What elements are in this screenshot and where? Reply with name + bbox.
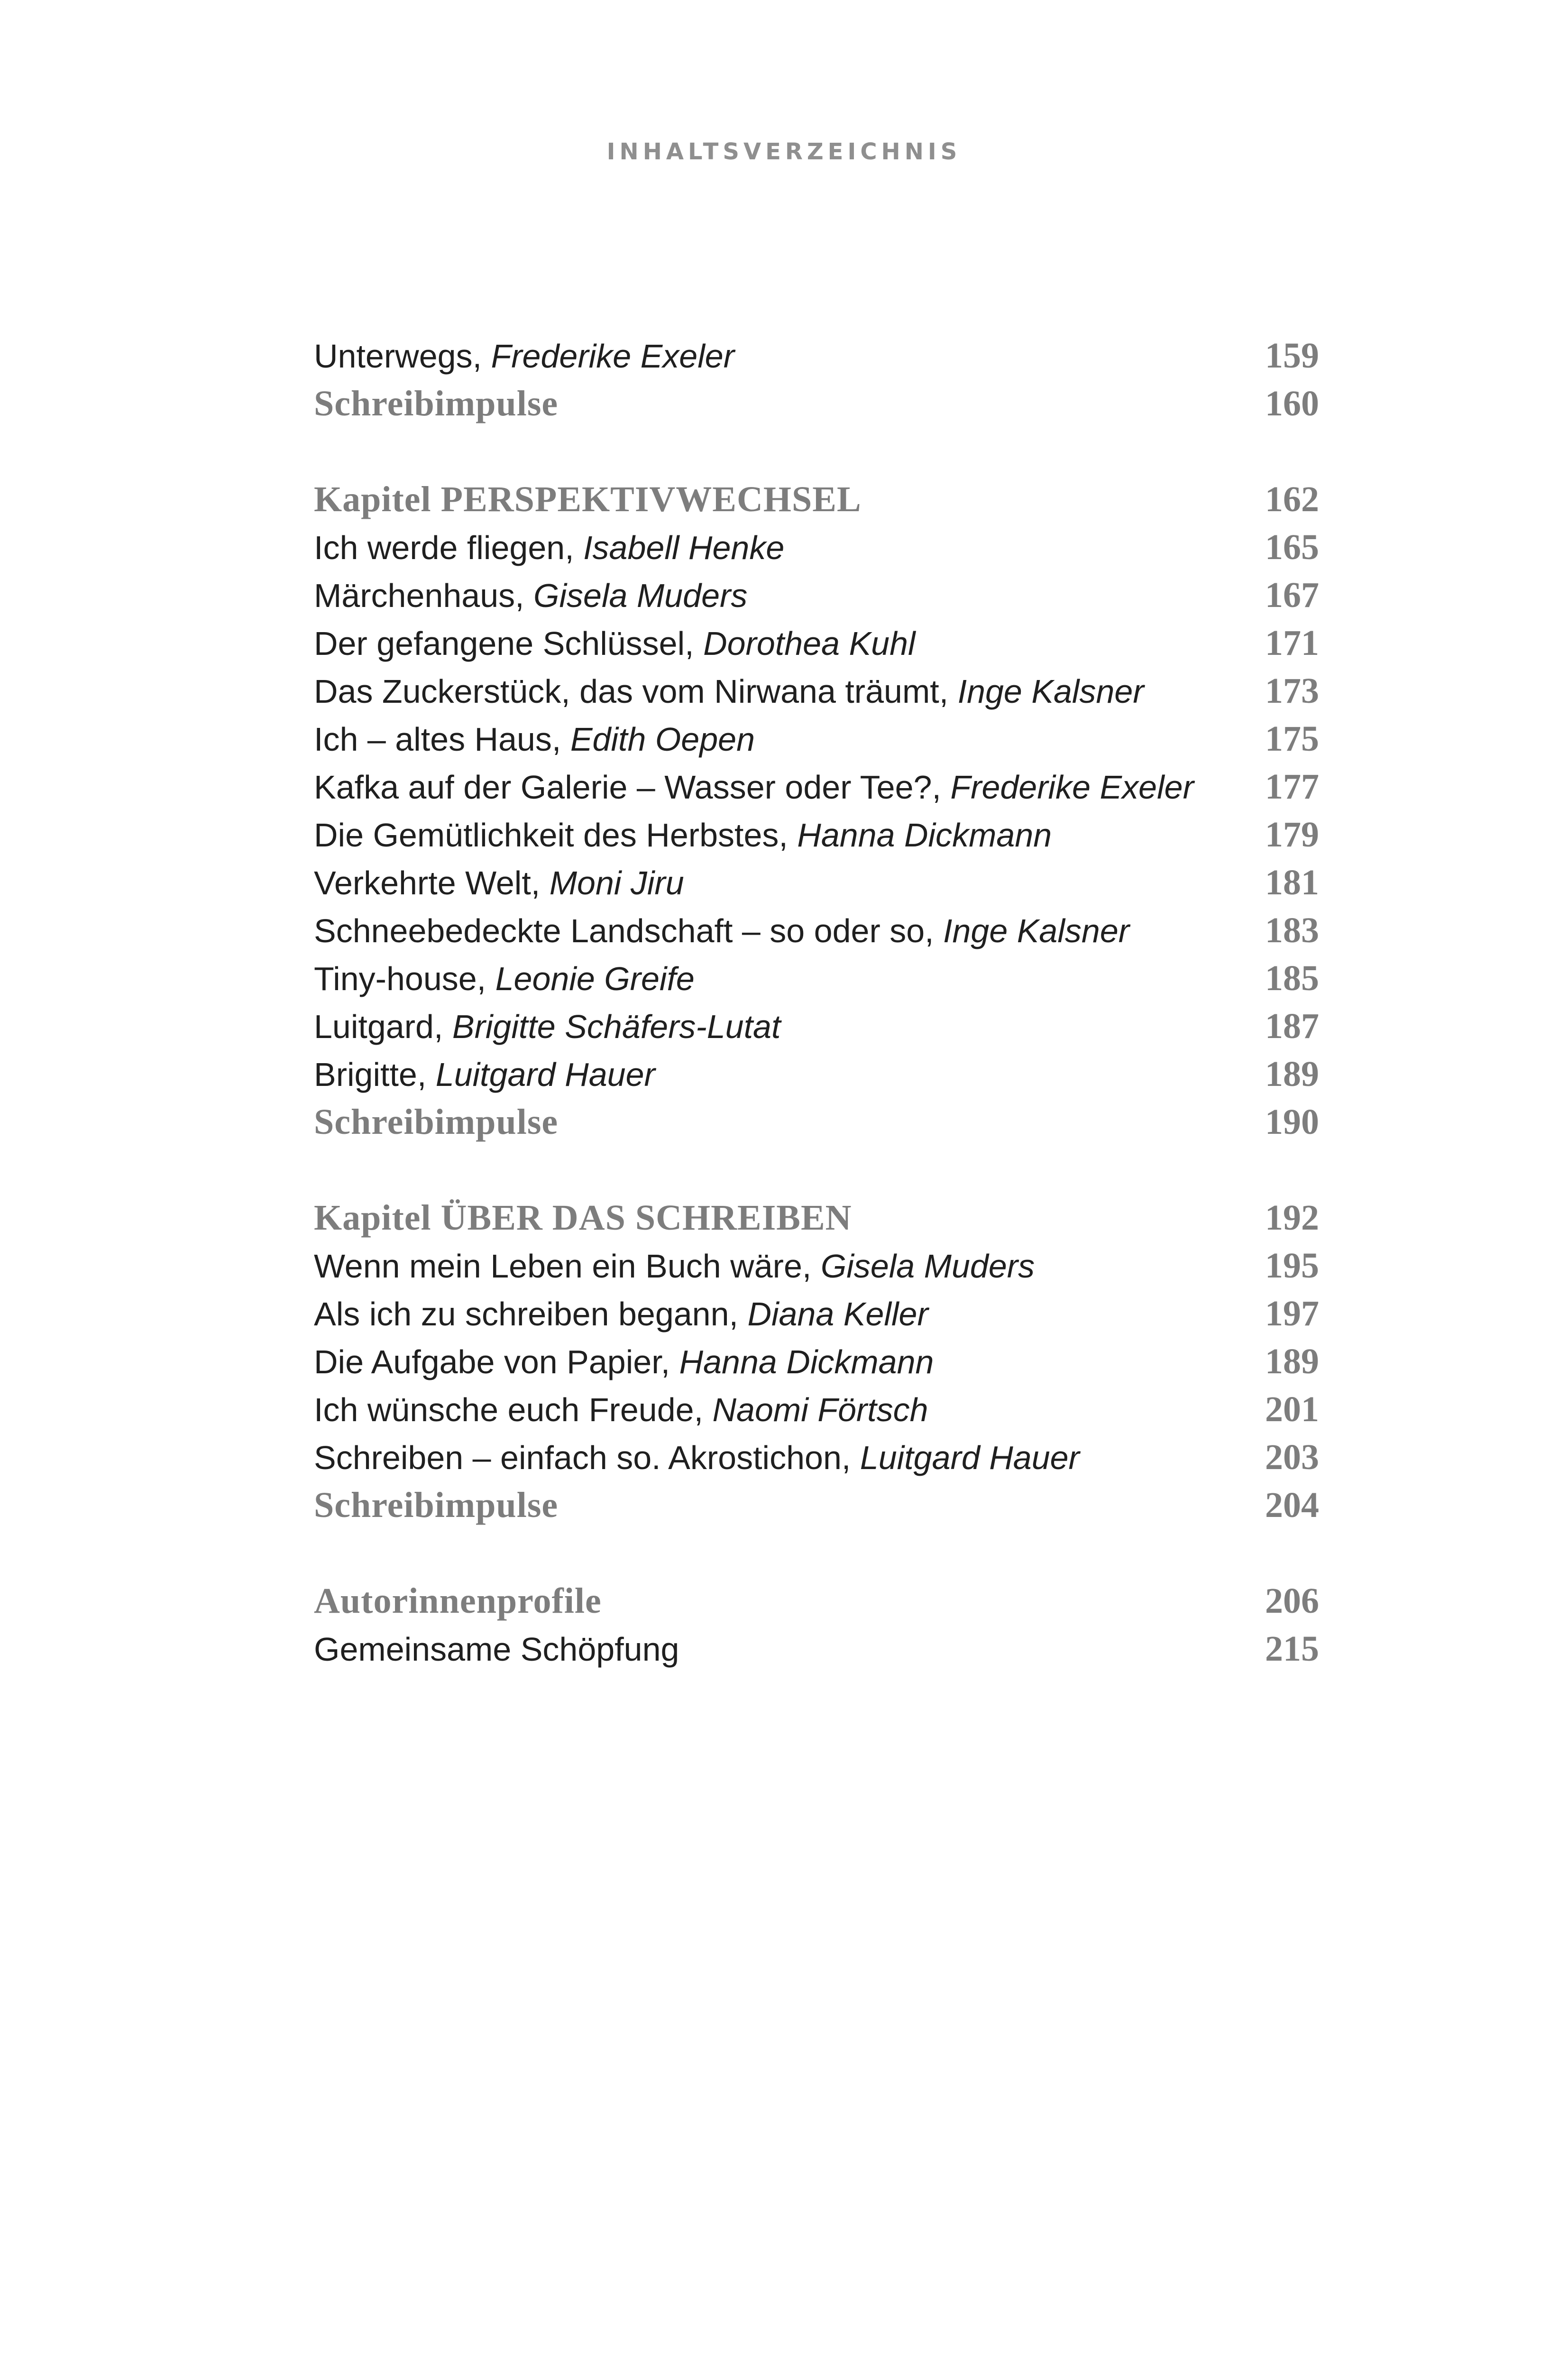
toc-entry-text (314, 1386, 928, 1434)
toc-page-number: 201 (1265, 1389, 1319, 1429)
toc-page-number: 206 (1265, 1581, 1319, 1621)
toc-entry-title: Ich wünsche euch Freude, (314, 1391, 713, 1428)
toc-page-number: 197 (1265, 1294, 1319, 1333)
toc-entry-title: Als ich zu schreiben begann, (314, 1296, 748, 1333)
toc-page-number: 173 (1265, 671, 1319, 711)
toc-entry-text (314, 1626, 679, 1673)
toc-entry-text (314, 1481, 558, 1529)
toc-entry-author: Frederike Exeler (950, 769, 1194, 806)
toc-page-number: 159 (1265, 336, 1319, 376)
toc-entry-title: Schreibimpulse (314, 384, 559, 423)
toc-entry (314, 1290, 1319, 1338)
toc-entry-text (314, 476, 862, 524)
toc-section-heading (314, 1194, 1319, 1242)
toc-section-heading (314, 1098, 1319, 1146)
toc-page-number: 165 (1265, 527, 1319, 567)
toc-entry-author: Isabell Henke (583, 529, 785, 566)
toc-entry-title: Die Gemütlichkeit des Herbstes, (314, 817, 798, 854)
toc-entry-title: Das Zuckerstück, das vom Nirwana träumt, (314, 673, 958, 710)
toc-section-heading (314, 1577, 1319, 1625)
toc-entry-author: Inge Kalsner (943, 912, 1130, 949)
toc-entry-text (314, 1338, 934, 1386)
running-head: INHALTSVERZEICHNIS (606, 138, 962, 165)
toc-entry-author: Naomi Förtsch (712, 1391, 928, 1428)
toc-entry (314, 1625, 1319, 1673)
toc-entry (314, 1434, 1319, 1481)
toc-page-number: 189 (1265, 1054, 1319, 1094)
toc-entry-title: Verkehrte Welt, (314, 864, 550, 901)
toc-section-heading (314, 476, 1319, 524)
toc-page-number: 189 (1265, 1342, 1319, 1381)
toc-entry-text (314, 1434, 1080, 1482)
toc-entry-title: Kafka auf der Galerie – Wasser oder Tee?, (314, 769, 951, 806)
toc-page-number: 185 (1265, 958, 1319, 998)
toc-page-number: 203 (1265, 1437, 1319, 1477)
toc-entry-title: Brigitte, (314, 1056, 436, 1093)
toc-page-number: 162 (1265, 479, 1319, 519)
toc-entry-author: Hanna Dickmann (797, 817, 1052, 854)
toc-entry-author: Luitgard Hauer (860, 1439, 1080, 1476)
toc-entry-text (314, 1194, 852, 1242)
toc-entry-title: Unterwegs, (314, 338, 491, 375)
toc-entry (314, 667, 1319, 715)
toc-page-number: 160 (1265, 384, 1319, 423)
toc-page-number: 190 (1265, 1102, 1319, 1142)
toc-page-number: 192 (1265, 1198, 1319, 1238)
toc-entry-title: Schreiben – einfach so. Akrostichon, (314, 1439, 860, 1476)
toc-entry-author: Hanna Dickmann (679, 1343, 934, 1380)
toc-page-number: 195 (1265, 1246, 1319, 1286)
toc-entry-text (314, 1051, 655, 1099)
toc-entry-text (314, 859, 684, 907)
toc-entry-text (314, 380, 558, 428)
toc-page-number: 187 (1265, 1006, 1319, 1046)
toc-page-number: 183 (1265, 910, 1319, 950)
toc-entry-title: Märchenhaus, (314, 577, 534, 614)
toc-entry-text (314, 1290, 928, 1338)
toc-entry-text (314, 716, 755, 763)
toc-entry (314, 524, 1319, 571)
toc-entry (314, 715, 1319, 763)
toc-entry-text (314, 1242, 1035, 1290)
toc-page-number: 181 (1265, 863, 1319, 902)
toc-entry-author: Luitgard Hauer (435, 1056, 655, 1093)
toc-section-heading (314, 380, 1319, 428)
toc-entry-text (314, 572, 747, 620)
toc-entry-text (314, 763, 1194, 811)
table-of-contents (314, 332, 1319, 1673)
toc-entry-title: Schreibimpulse (314, 1102, 559, 1142)
toc-entry-author: Gisela Muders (820, 1248, 1035, 1285)
toc-entry-author: Dorothea Kuhl (703, 625, 916, 662)
toc-entry-text (314, 811, 1052, 859)
toc-page-number: 215 (1265, 1629, 1319, 1669)
toc-page-number: 167 (1265, 575, 1319, 615)
toc-entry (314, 571, 1319, 619)
toc-page-number: 175 (1265, 719, 1319, 759)
toc-entry (314, 1050, 1319, 1098)
toc-entry-author: Brigitte Schäfers-Lutat (452, 1008, 781, 1045)
toc-page-number: 179 (1265, 815, 1319, 855)
toc-entry-text (314, 955, 695, 1003)
toc-entry-author: Inge Kalsner (957, 673, 1144, 710)
toc-entry-text (314, 1577, 602, 1625)
toc-entry-author: Frederike Exeler (491, 338, 734, 375)
toc-entry (314, 1338, 1319, 1386)
toc-entry (314, 332, 1319, 380)
toc-entry-title: Autorinnenprofile (314, 1581, 602, 1621)
toc-section-heading (314, 1481, 1319, 1529)
toc-entry (314, 1242, 1319, 1290)
toc-entry-author: Leonie Greife (495, 960, 695, 997)
toc-entry-text (314, 668, 1144, 716)
toc-entry-title: Ich werde fliegen, (314, 529, 584, 566)
toc-entry (314, 955, 1319, 1002)
toc-entry-title: Luitgard, (314, 1008, 452, 1045)
toc-entry-text (314, 907, 1129, 955)
toc-entry-author: Moni Jiru (549, 864, 684, 901)
toc-page-number: 204 (1265, 1485, 1319, 1525)
toc-entry-text (314, 1003, 780, 1051)
toc-entry (314, 811, 1319, 859)
toc-entry-title: Schneebedeckte Landschaft – so oder so, (314, 912, 944, 949)
toc-entry-title: Kapitel ÜBER DAS SCHREIBEN (314, 1198, 852, 1238)
toc-entry (314, 619, 1319, 667)
toc-entry (314, 763, 1319, 811)
toc-entry (314, 859, 1319, 907)
toc-entry-author: Diana Keller (747, 1296, 928, 1333)
toc-entry-title: Kapitel PERSPEKTIVWECHSEL (314, 479, 862, 519)
toc-entry-title: Gemeinsame Schöpfung (314, 1631, 679, 1668)
toc-entry (314, 907, 1319, 955)
toc-entry (314, 1386, 1319, 1434)
toc-entry-title: Der gefangene Schlüssel, (314, 625, 704, 662)
toc-entry-author: Gisela Muders (533, 577, 748, 614)
toc-page-number: 171 (1265, 623, 1319, 663)
toc-entry-author: Edith Oepen (570, 721, 755, 758)
toc-entry-title: Ich – altes Haus, (314, 721, 570, 758)
toc-entry-title: Die Aufgabe von Papier, (314, 1343, 679, 1380)
toc-entry-title: Wenn mein Leben ein Buch wäre, (314, 1248, 821, 1285)
toc-entry-text (314, 524, 784, 572)
toc-entry (314, 1002, 1319, 1050)
toc-entry-text (314, 332, 734, 380)
toc-page-number: 177 (1265, 767, 1319, 807)
toc-entry-text (314, 620, 916, 668)
toc-entry-title: Schreibimpulse (314, 1485, 559, 1525)
toc-entry-text (314, 1098, 558, 1146)
toc-entry-title: Tiny-house, (314, 960, 495, 997)
